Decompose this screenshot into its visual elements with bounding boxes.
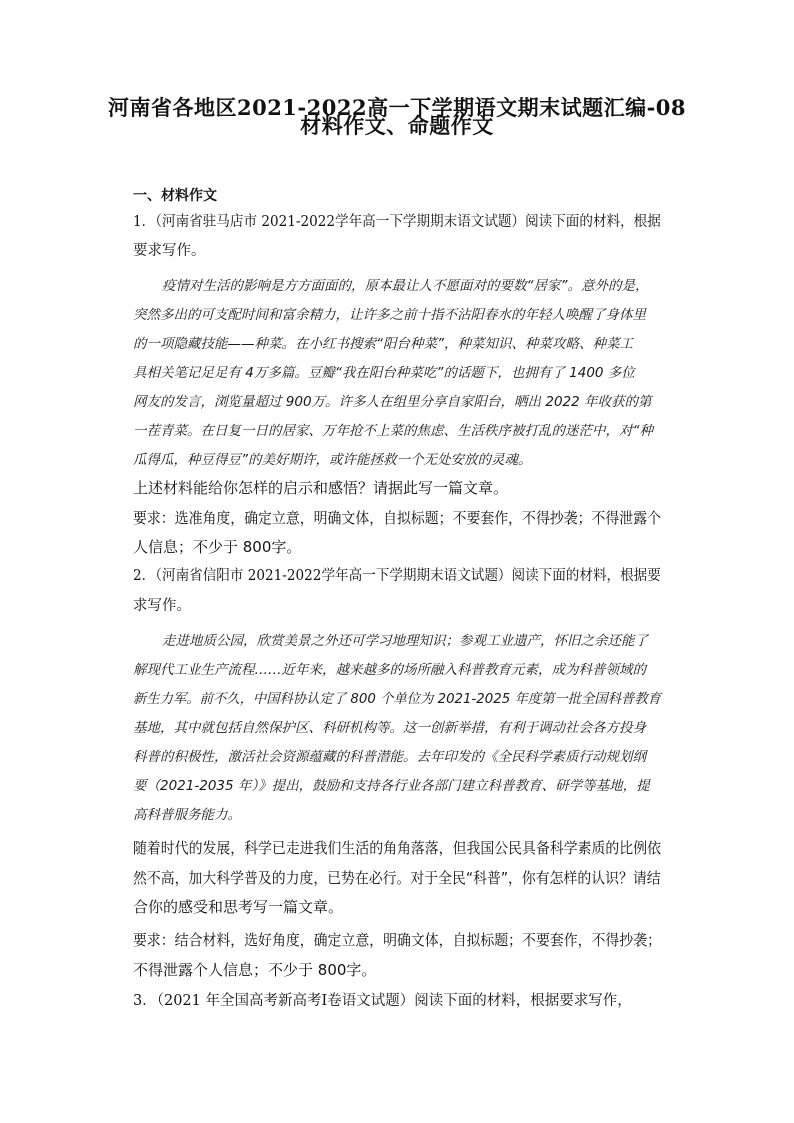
q1-material-line: 的一项隐藏技能——种菜。在小红书搜索“阳台种菜”，种菜知识、种菜攻略、种菜工 <box>133 336 633 352</box>
question-1-line-1: 1．（河南省驻马店市 2021-2022学年高一下学期期末语文试题）阅读下面的材料，根据 <box>133 214 661 230</box>
q1-requirement-line-2: 人信息；不少于 800字。 <box>133 538 302 556</box>
question-2-line-1: 2．（河南省信阳市 2021-2022学年高一下学期期末语文试题）阅读下面的材料，根据要 <box>133 568 661 584</box>
q2-material-line: 新生力军。前不久，中国科协认定了 800 个单位为 2021-2025 年度第一批全国科普教育 <box>133 691 662 707</box>
q1-material-line: 突然多出的可支配时间和富余精力，让许多之前十指不沾阳春水的年轻人唤醒了身体里 <box>133 307 646 323</box>
q2-requirement-line-2: 不得泄露个人信息；不少于 800字。 <box>133 961 377 979</box>
q2-material-line: 基地，其中就包括自然保护区、科研机构等。这一创新举措，有利于调动社会各方投身 <box>133 720 646 736</box>
question-1-line-2: 要求写作。 <box>133 243 206 259</box>
q1-material-line: 疫情对生活的影响是方方面面的，原本最让人不愿面对的要数“居家”。意外的是， <box>162 278 649 294</box>
question-2-line-2: 求写作。 <box>133 598 191 614</box>
q2-prompt-line: 合你的感受和思考写一篇文章。 <box>133 898 344 916</box>
q2-material-line: 走进地质公园，欣赏美景之外还可学习地理知识；参观工业遗产，怀旧之余还能了 <box>162 633 648 649</box>
page-subtitle: 材料作文、命题作文 <box>300 113 494 138</box>
q1-material-line: 瓜得瓜，种豆得豆”的美好期许，或许能拯救一个无处安放的灵魂。 <box>133 452 532 468</box>
q2-prompt-line: 然不高，加大科学普及的力度，已势在必行。对于全民“科普”，你有怎样的认识？请结 <box>133 869 661 887</box>
q2-material-line: 科普的积极性，激活社会资源蕴藏的科普潜能。去年印发的《全民科学素质行动规划纲 <box>133 749 646 765</box>
question-3-line-1: 3．（2021 年全国高考新高考Ⅰ卷语文试题）阅读下面的材料，根据要求写作， <box>133 993 632 1009</box>
q1-requirement-line-1: 要求：选准角度，确定立意，明确文体，自拟标题；不要套作，不得抄袭；不得泄露个 <box>133 509 662 527</box>
q2-requirement-line-1: 要求：结合材料，选好角度，确定立意，明确文体，自拟标题；不要套作，不得抄袭； <box>133 931 662 949</box>
q2-material-line: 要（2021-2035 年）》提出，鼓励和支持各行业各部门建立科普教育、研学等基地，提 <box>133 778 650 794</box>
section-heading: 一、材料作文 <box>133 188 217 204</box>
page-title: 河南省各地区2021-2022高一下学期语文期末试题汇编-08 <box>107 95 687 120</box>
q1-prompt: 上述材料能给你怎样的启示和感悟？请据此写一篇文章。 <box>133 479 509 497</box>
q2-material-line: 解现代工业生产流程……近年来，越来越多的场所融入科普教育元素，成为科普领域的 <box>133 662 646 678</box>
q2-prompt-line: 随着时代的发展，科学已走进我们生活的角角落落，但我国公民具备科学素质的比例依 <box>133 839 662 857</box>
q1-material-line: 一茬青菜。在日复一日的居家、万年抢不上菜的焦虑、生活秩序被打乱的迷茫中，对“种 <box>133 423 653 439</box>
q1-material-line: 网友的发言，浏览量超过 900万。许多人在组里分享自家阳台，晒出 2022 年收获的第 <box>133 394 652 410</box>
q2-material-line: 高科普服务能力。 <box>133 807 241 823</box>
q1-material-line: 具相关笔记足足有 4万多篇。豆瓣“我在阳台种菜吃”的话题下，也拥有了 1400 多位 <box>133 365 635 381</box>
